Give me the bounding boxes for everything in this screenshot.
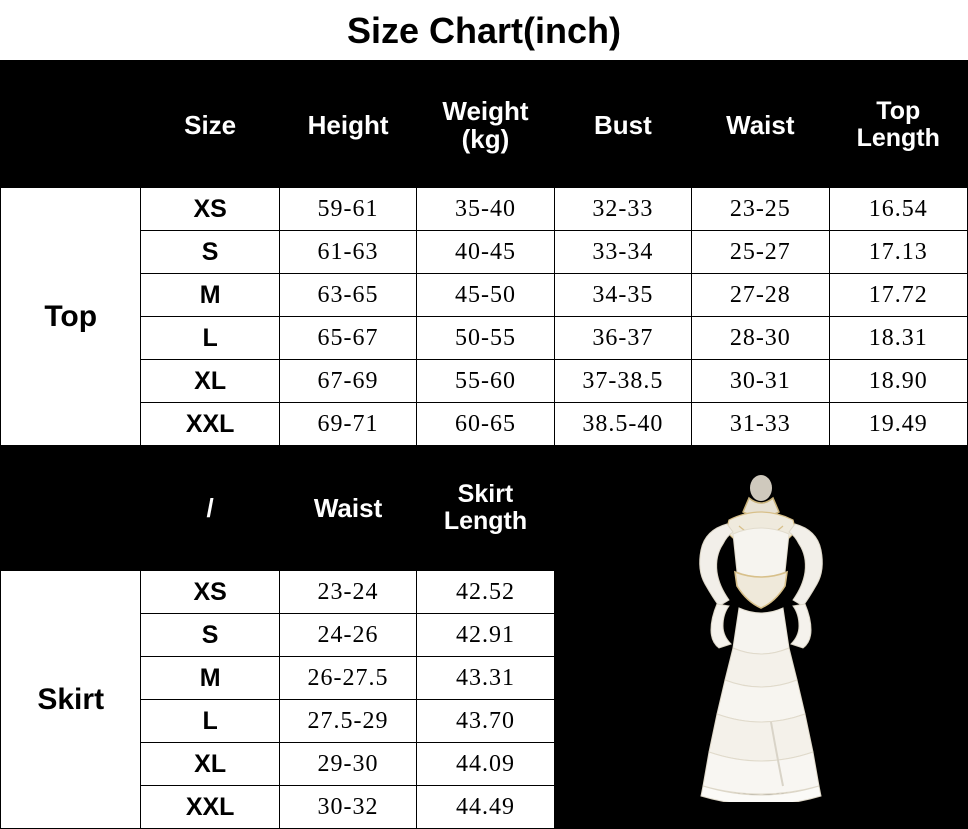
cell-height: 65-67 xyxy=(279,317,416,360)
column-header-skirt-waist: Waist xyxy=(279,446,416,571)
table-row xyxy=(1,360,968,403)
cell-weight: 50-55 xyxy=(417,317,554,360)
column-header-top-length-line2: Length xyxy=(856,124,940,152)
cell-size: XL xyxy=(141,360,279,403)
cell-top-length: 18.31 xyxy=(829,317,967,360)
table-row xyxy=(1,274,968,317)
cell-waist: 29-30 xyxy=(279,743,416,786)
cell-height: 69-71 xyxy=(279,403,416,446)
size-chart-table-area xyxy=(0,60,968,829)
cell-waist: 28-30 xyxy=(692,317,829,360)
column-header-weight xyxy=(417,63,554,188)
dress-illustration xyxy=(555,472,967,802)
cell-waist: 27-28 xyxy=(692,274,829,317)
column-header-size: Size xyxy=(141,63,279,188)
column-header-skirt-length xyxy=(417,446,554,571)
cell-skirt-length: 42.91 xyxy=(417,614,554,657)
table-row xyxy=(1,403,968,446)
cell-waist: 31-33 xyxy=(692,403,829,446)
cell-size: L xyxy=(141,700,279,743)
cell-weight: 55-60 xyxy=(417,360,554,403)
skirt-corner-cell xyxy=(1,446,141,571)
cell-skirt-length: 43.31 xyxy=(417,657,554,700)
cell-height: 63-65 xyxy=(279,274,416,317)
cell-waist: 27.5-29 xyxy=(279,700,416,743)
table-row xyxy=(1,188,968,231)
section-label-top: Top xyxy=(1,188,141,446)
cell-top-length: 17.72 xyxy=(829,274,967,317)
size-chart-table xyxy=(0,62,968,829)
column-header-bust: Bust xyxy=(554,63,691,188)
cell-bust: 38.5-40 xyxy=(554,403,691,446)
column-header-weight-line2: (kg) xyxy=(461,124,510,154)
table-row xyxy=(1,317,968,360)
column-header-skirt-size: / xyxy=(141,446,279,571)
cell-waist: 30-32 xyxy=(279,786,416,829)
cell-weight: 40-45 xyxy=(417,231,554,274)
cell-skirt-length: 44.49 xyxy=(417,786,554,829)
cell-size: M xyxy=(141,657,279,700)
cell-top-length: 19.49 xyxy=(829,403,967,446)
cell-skirt-length: 44.09 xyxy=(417,743,554,786)
cell-skirt-length: 42.52 xyxy=(417,571,554,614)
cell-weight: 60-65 xyxy=(417,403,554,446)
gown-dress-icon xyxy=(621,472,901,802)
cell-waist: 25-27 xyxy=(692,231,829,274)
cell-waist: 23-25 xyxy=(692,188,829,231)
cell-size: L xyxy=(141,317,279,360)
column-header-waist: Waist xyxy=(692,63,829,188)
cell-bust: 34-35 xyxy=(554,274,691,317)
column-header-height: Height xyxy=(279,63,416,188)
cell-size: XL xyxy=(141,743,279,786)
cell-weight: 45-50 xyxy=(417,274,554,317)
cell-waist: 26-27.5 xyxy=(279,657,416,700)
cell-bust: 36-37 xyxy=(554,317,691,360)
product-image-cell xyxy=(554,446,967,829)
cell-waist: 23-24 xyxy=(279,571,416,614)
column-header-skirt-length-line2: Length xyxy=(443,507,528,535)
skirt-header-row xyxy=(1,446,968,571)
cell-bust: 37-38.5 xyxy=(554,360,691,403)
column-header-top-length xyxy=(829,63,967,188)
cell-size: S xyxy=(141,231,279,274)
top-header-row xyxy=(1,63,968,188)
cell-size: M xyxy=(141,274,279,317)
section-label-skirt: Skirt xyxy=(1,571,141,829)
cell-height: 67-69 xyxy=(279,360,416,403)
cell-size: XS xyxy=(141,188,279,231)
cell-size: XS xyxy=(141,571,279,614)
cell-top-length: 18.90 xyxy=(829,360,967,403)
column-header-weight-line1: Weight xyxy=(442,95,529,126)
column-header-skirt-length-line1: Skirt xyxy=(457,480,514,508)
cell-waist: 24-26 xyxy=(279,614,416,657)
cell-waist: 30-31 xyxy=(692,360,829,403)
cell-size: XXL xyxy=(141,403,279,446)
column-header-top-length-line1: Top xyxy=(876,97,921,125)
cell-size: XXL xyxy=(141,786,279,829)
cell-height: 61-63 xyxy=(279,231,416,274)
cell-height: 59-61 xyxy=(279,188,416,231)
cell-size: S xyxy=(141,614,279,657)
cell-weight: 35-40 xyxy=(417,188,554,231)
cell-skirt-length: 43.70 xyxy=(417,700,554,743)
cell-top-length: 16.54 xyxy=(829,188,967,231)
table-row xyxy=(1,231,968,274)
top-corner-cell xyxy=(1,63,141,188)
cell-top-length: 17.13 xyxy=(829,231,967,274)
page-title: Size Chart(inch) xyxy=(346,10,622,51)
cell-bust: 33-34 xyxy=(554,231,691,274)
cell-bust: 32-33 xyxy=(554,188,691,231)
